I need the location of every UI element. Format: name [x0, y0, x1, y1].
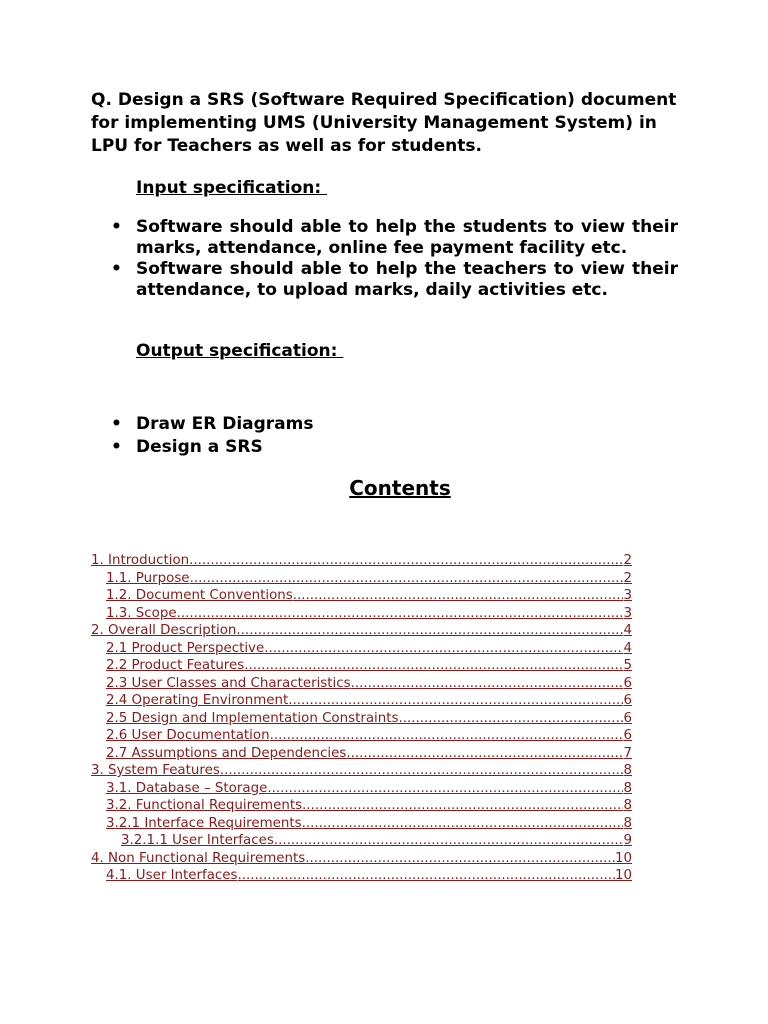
toc-entry-link[interactable]	[91, 867, 632, 885]
toc-entry-title: 3.2. Functional Requirements	[106, 798, 303, 813]
toc-leader-dots	[302, 815, 624, 833]
toc-leader-dots	[264, 640, 623, 658]
toc-page-number: 6	[623, 728, 632, 743]
toc-page-number: 10	[614, 868, 632, 883]
toc-entry-title: 2. Overall Description	[91, 623, 237, 638]
toc-page-number: 7	[623, 745, 632, 761]
toc-page-number: 6	[623, 710, 632, 726]
toc-page-number: 2	[623, 553, 632, 568]
bullet-icon: •	[111, 217, 122, 237]
toc-entry-title: 1.2. Document Conventions	[106, 588, 293, 603]
toc-leader-dots	[267, 780, 623, 798]
contents-title: Contents	[349, 476, 451, 500]
toc-page-number: 3	[623, 605, 632, 621]
toc-leader-dots	[302, 797, 623, 815]
toc-entry-title: 1.3. Scope	[106, 605, 177, 621]
toc-leader-dots	[398, 710, 623, 728]
list-item-text: Software should able to help the students to view their marks, attendance, online fee payment facility etc.	[136, 217, 678, 258]
input-specification-list	[0, 217, 678, 301]
toc-entry-link[interactable]	[91, 727, 632, 745]
toc-entry-link[interactable]	[91, 570, 632, 588]
list-item-text: Draw ER Diagrams	[136, 414, 314, 434]
toc-leader-dots	[346, 745, 623, 763]
toc-page-number: 5	[623, 658, 632, 673]
toc-entry-link[interactable]	[91, 675, 632, 693]
toc-page-number: 3	[623, 588, 632, 603]
toc-entry-link[interactable]	[91, 692, 632, 710]
bullet-icon: •	[111, 437, 122, 457]
toc-entry-link[interactable]	[91, 605, 632, 623]
toc-entry-link[interactable]	[91, 815, 632, 833]
toc-leader-dots	[238, 867, 615, 885]
toc-entry-link[interactable]	[91, 587, 632, 605]
output-specification-list	[0, 413, 678, 459]
output-specification-heading: Output specification:	[136, 341, 344, 361]
toc-page-number: 8	[623, 763, 632, 778]
toc-entry-link[interactable]	[91, 762, 632, 780]
toc-leader-dots	[189, 552, 623, 570]
toc-entry-title: 2.3 User Classes and Characteristics	[106, 675, 351, 691]
toc-page-number: 9	[623, 833, 632, 848]
toc-entry-title: 1.1. Purpose	[106, 570, 190, 586]
toc-entry-link[interactable]	[91, 710, 632, 728]
list-item	[0, 413, 678, 436]
toc-entry-title: 3.1. Database – Storage	[106, 780, 268, 796]
bullet-icon: •	[111, 414, 122, 434]
toc-entry-title: 3.2.1 Interface Requirements	[106, 815, 302, 831]
toc-entry-link[interactable]	[91, 552, 632, 570]
question-text: Q. Design a SRS (Software Required Specification) document for implementing UMS (University Management System) in LPU for Teachers as well as for students.	[91, 90, 677, 156]
toc-page-number: 6	[623, 693, 632, 708]
toc-entry-title: 2.1 Product Perspective	[106, 640, 265, 656]
toc-leader-dots	[274, 832, 624, 850]
toc-leader-dots	[288, 692, 623, 710]
toc-page-number: 8	[623, 815, 632, 831]
toc-leader-dots	[270, 727, 624, 745]
toc-leader-dots	[293, 587, 624, 605]
toc-page-number: 4	[623, 623, 632, 638]
toc-entry-title: 2.2 Product Features	[106, 658, 245, 673]
toc-entry-title: 2.4 Operating Environment	[106, 693, 289, 708]
toc-leader-dots	[305, 850, 615, 868]
toc-entry-title: 4.1. User Interfaces	[106, 868, 238, 883]
toc-leader-dots	[244, 657, 623, 675]
toc-entry-title: 3.2.1.1 User Interfaces	[121, 833, 274, 848]
toc-page-number: 8	[623, 780, 632, 796]
toc-leader-dots	[220, 762, 624, 780]
toc-page-number: 10	[614, 850, 632, 866]
toc-page-number: 8	[623, 798, 632, 813]
toc-entry-title: 4. Non Functional Requirements	[91, 850, 306, 866]
input-specification-heading: Input specification:	[136, 178, 328, 198]
toc-entry-link[interactable]	[91, 832, 632, 850]
toc-leader-dots	[351, 675, 624, 693]
toc-entry-link[interactable]	[91, 780, 632, 798]
list-item	[0, 259, 678, 301]
toc-entry-link[interactable]	[91, 850, 632, 868]
toc-entry-link[interactable]	[91, 745, 632, 763]
list-item-text: Design a SRS	[136, 437, 263, 457]
table-of-contents	[91, 552, 632, 885]
toc-entry-link[interactable]	[91, 622, 632, 640]
toc-entry-title: 2.7 Assumptions and Dependencies	[106, 745, 347, 761]
list-item	[0, 217, 678, 259]
toc-page-number: 4	[623, 640, 632, 656]
list-item-text: Software should able to help the teachers to view their attendance, to upload marks, daily activities etc.	[136, 259, 678, 300]
toc-entry-link[interactable]	[91, 657, 632, 675]
list-item	[0, 436, 678, 459]
toc-leader-dots	[190, 570, 624, 588]
toc-entry-title: 2.6 User Documentation	[106, 728, 270, 743]
toc-page-number: 2	[623, 570, 632, 586]
toc-page-number: 6	[623, 675, 632, 691]
toc-leader-dots	[236, 622, 623, 640]
toc-entry-title: 3. System Features	[91, 763, 220, 778]
toc-entry-link[interactable]	[91, 797, 632, 815]
bullet-icon: •	[111, 259, 122, 279]
toc-entry-title: 1. Introduction	[91, 553, 190, 568]
toc-entry-title: 2.5 Design and Implementation Constraints	[106, 710, 399, 726]
toc-entry-link[interactable]	[91, 640, 632, 658]
toc-leader-dots	[177, 605, 624, 623]
